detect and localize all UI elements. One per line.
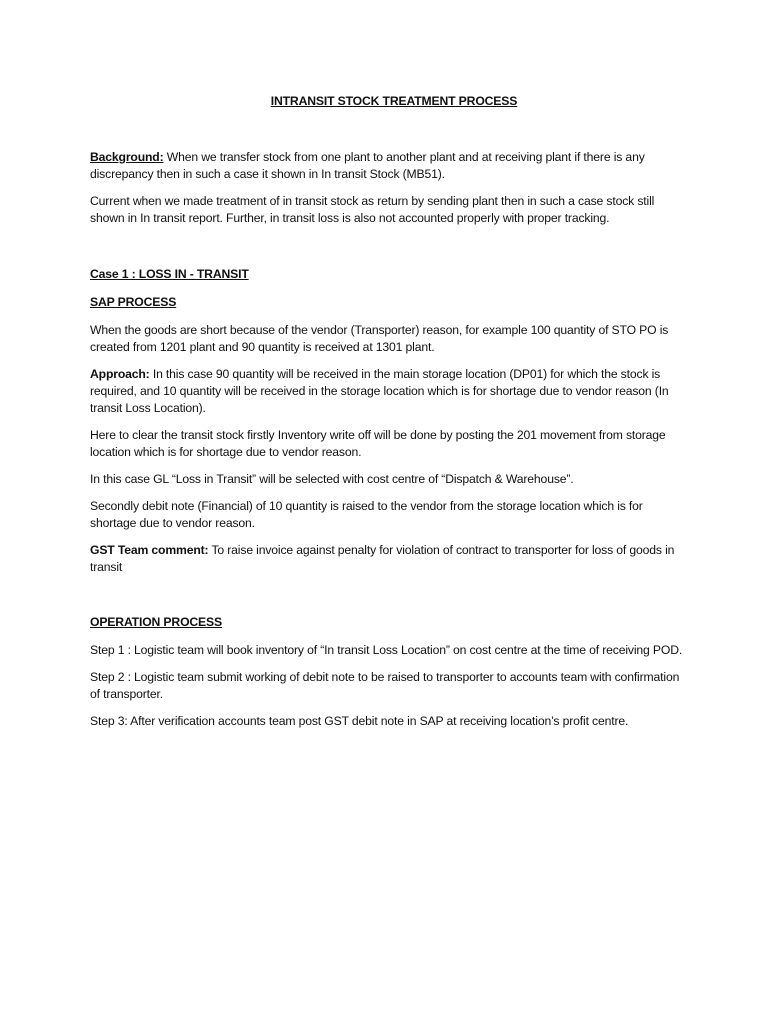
gst-comment-paragraph <box>90 542 690 576</box>
operation-step-2: Step 2 : Logistic team submit working of debit note to be raised to transporter to accounts team with confirmation of transporter. <box>90 670 680 701</box>
background-label: Background: <box>90 150 164 164</box>
background-text: When we transfer stock from one plant to another plant and at receiving plant if there is any discrepancy then in such a case it shown in In transit Stock (MB51). <box>90 150 645 181</box>
operation-step-1: Step 1 : Logistic team will book inventory of “In transit Loss Location” on cost centre at the time of receiving POD. <box>90 643 683 657</box>
document-title: INTRANSIT STOCK TREATMENT PROCESS <box>270 94 518 108</box>
gst-comment-label: GST Team comment: <box>90 543 209 557</box>
approach-text: In this case 90 quantity will be received in the main storage location (DP01) for which the stock is required, and 10 quantity will be received in the storage location which is for shortage due to vendor reason (In transit Loss Location). <box>90 367 669 415</box>
approach-paragraph <box>90 366 690 417</box>
background-paragraph <box>90 149 690 183</box>
approach-label: Approach: <box>90 367 150 381</box>
current-paragraph: Current when we made treatment of in transit stock as return by sending plant then in such a case stock still shown in In transit report. Further, in transit loss is also not accounted properly with proper tracking. <box>90 194 655 225</box>
case1-heading: Case 1 : LOSS IN - TRANSIT <box>90 267 249 281</box>
sap-process-heading: SAP PROCESS <box>90 295 177 309</box>
case1-paragraph-4: In this case GL “Loss in Transit” will be selected with cost centre of “Dispatch & Warehouse”. <box>90 472 574 486</box>
operation-step-3: Step 3: After verification accounts team post GST debit note in SAP at receiving location’s profit centre. <box>90 714 629 728</box>
case1-paragraph-1: When the goods are short because of the vendor (Transporter) reason, for example 100 quantity of STO PO is created from 1201 plant and 90 quantity is received at 1301 plant. <box>90 323 669 354</box>
case1-paragraph-5: Secondly debit note (Financial) of 10 quantity is raised to the vendor from the storage location which is for shortage due to vendor reason. <box>90 499 643 530</box>
operation-process-heading: OPERATION PROCESS <box>90 615 222 629</box>
case1-paragraph-3: Here to clear the transit stock firstly Inventory write off will be done by posting the 201 movement from storage location which is for shortage due to vendor reason. <box>90 428 666 459</box>
gst-comment-text: To raise invoice against penalty for violation of contract to transporter for loss of goods in transit <box>90 543 675 574</box>
document-page <box>90 93 690 740</box>
